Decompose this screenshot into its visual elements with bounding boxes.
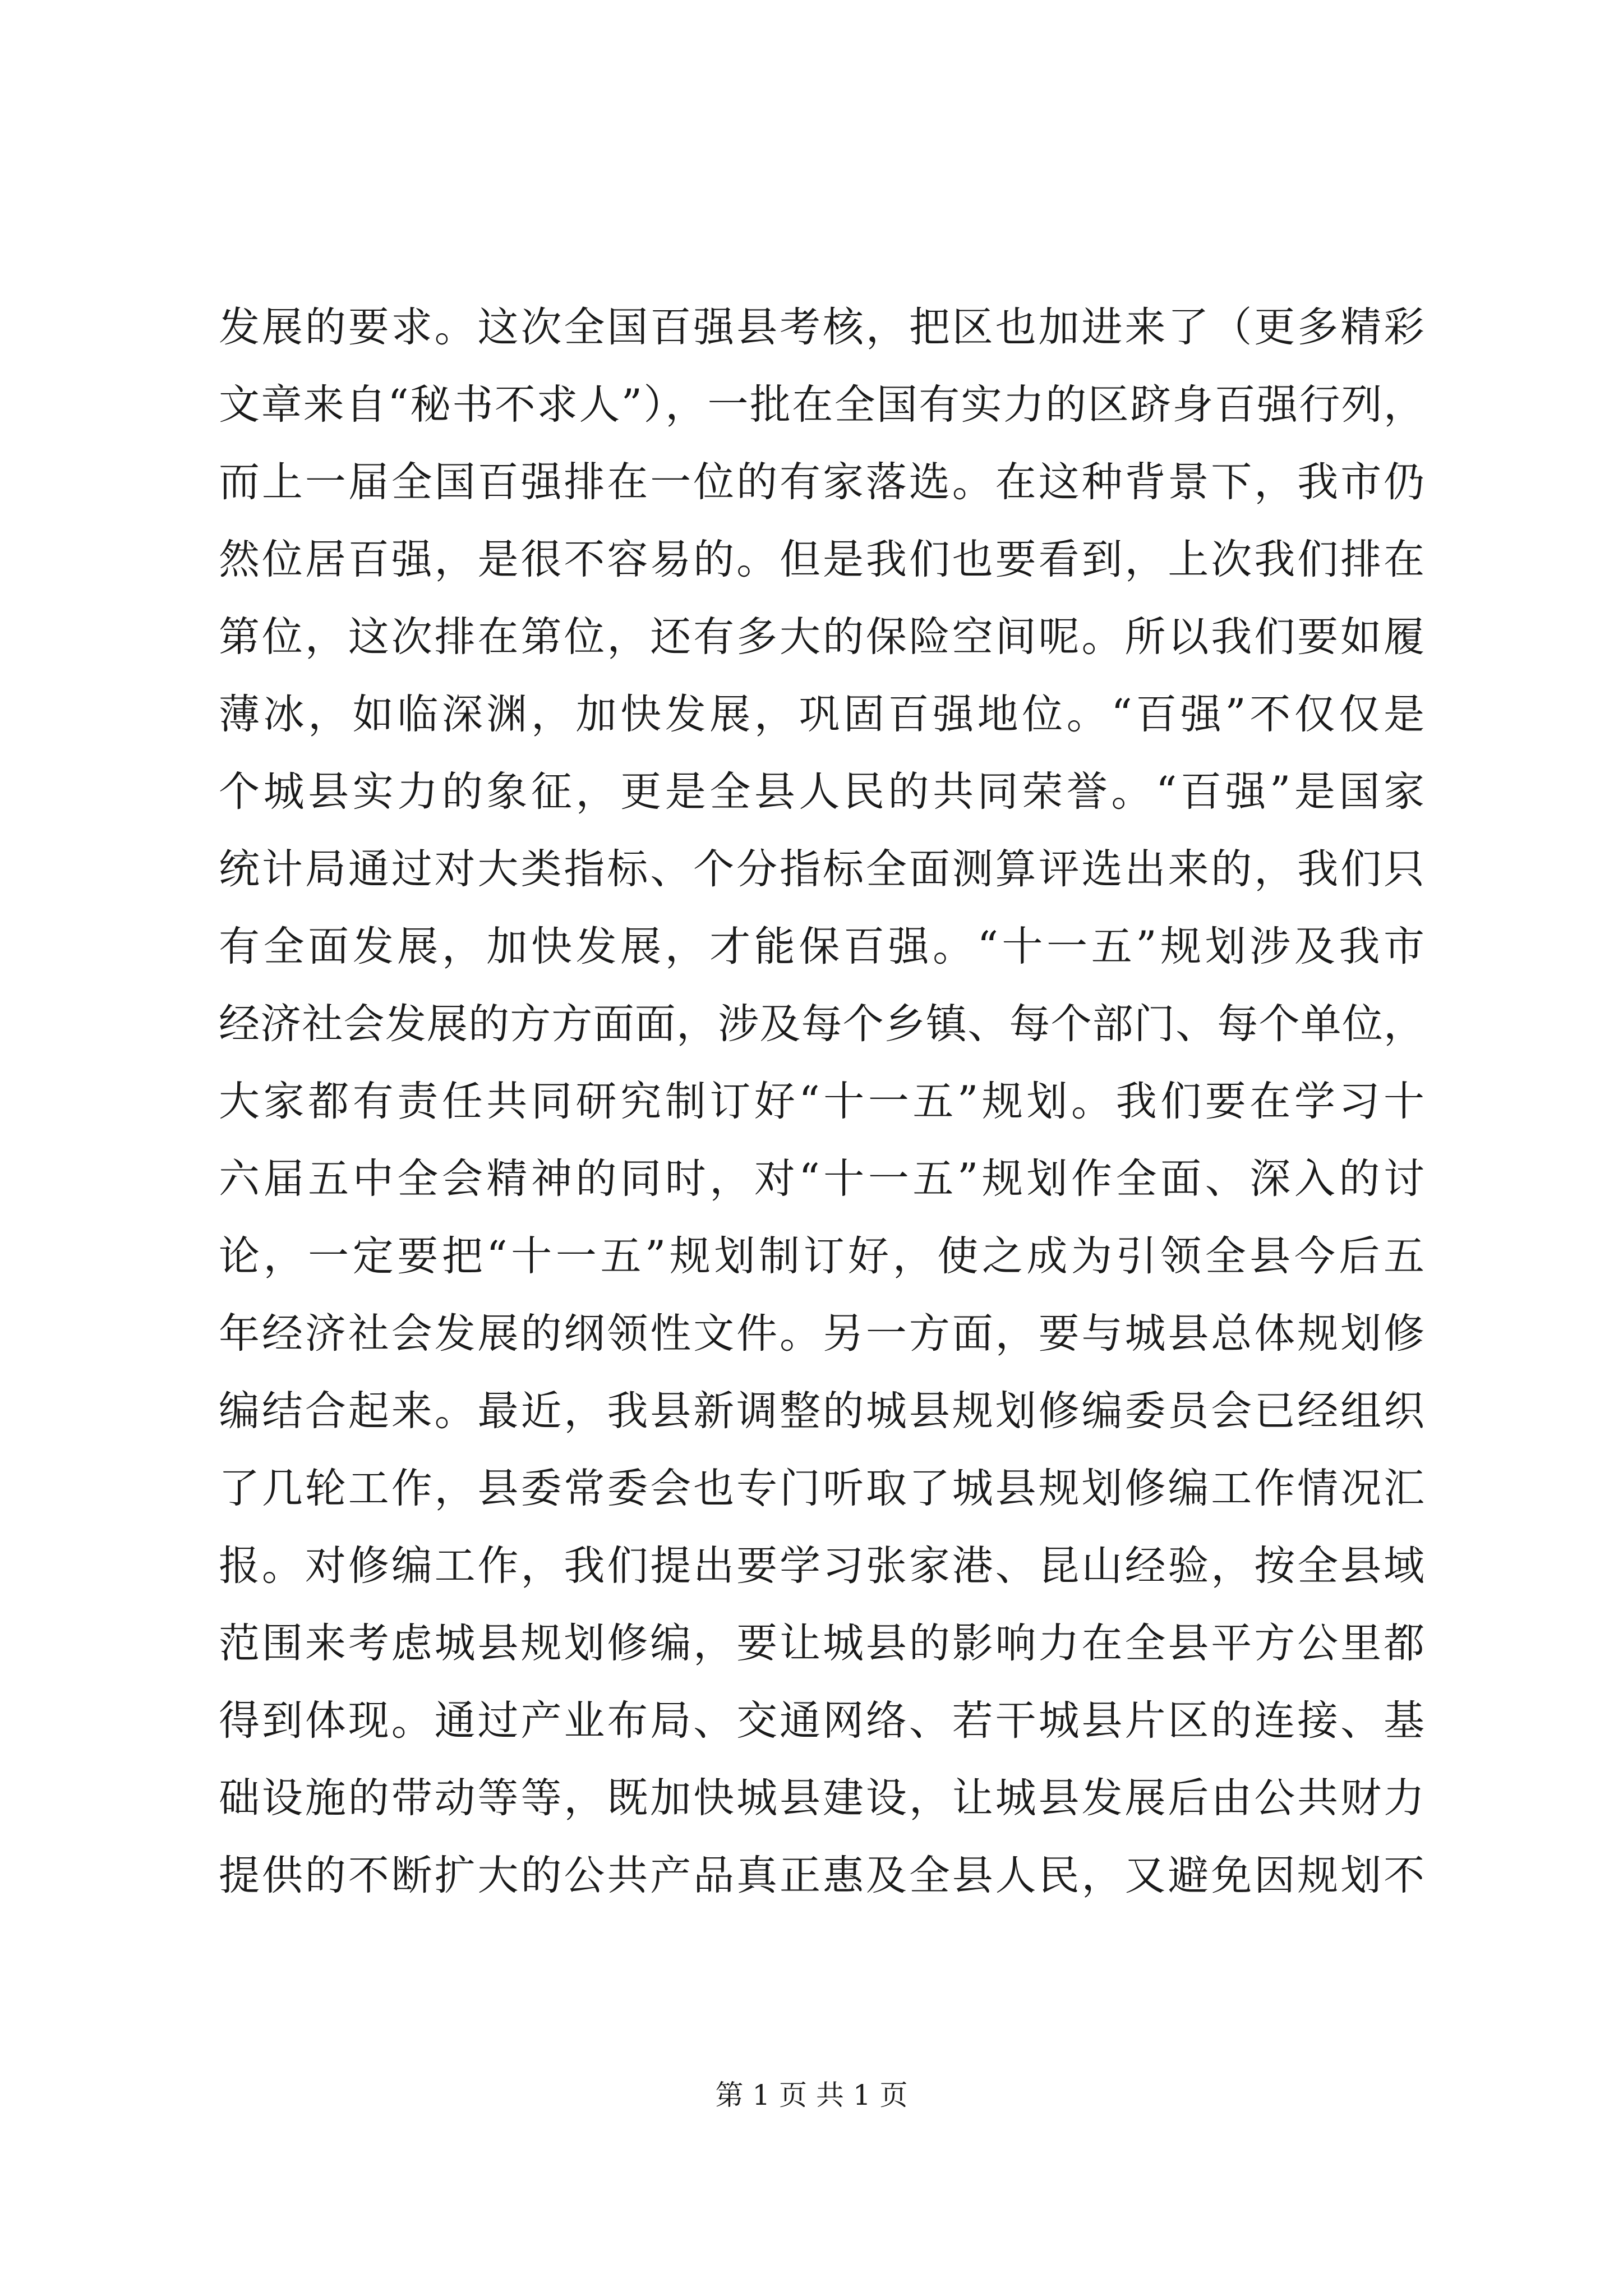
text-line: 大家都有责任共同研究制订好“十一五”规划。我们要在学习十 (219, 1078, 1424, 1125)
text-line: 然位居百强，是很不容易的。但是我们也要看到，上次我们排在 (219, 536, 1424, 583)
text-line: 论，一定要把“十一五”规划制订好，使之成为引领全县今后五 (219, 1232, 1424, 1280)
text-line: 编结合起来。最近，我县新调整的城县规划修编委员会已经组织 (219, 1387, 1424, 1435)
text-line: 提供的不断扩大的公共产品真正惠及全县人民，又避免因规划不 (219, 1852, 1424, 1899)
text-line: 六届五中全会精神的同时，对“十一五”规划作全面、深入的讨 (219, 1155, 1424, 1203)
body-text (219, 289, 1424, 1915)
text-line: 薄冰，如临深渊，加快发展，巩固百强地位。“百强”不仅仅是 (219, 691, 1424, 738)
text-line: 有全面发展，加快发展，才能保百强。“十一五”规划涉及我市 (219, 923, 1424, 970)
text-line: 得到体现。通过产业布局、交通网络、若干城县片区的连接、基 (219, 1697, 1424, 1745)
text-line: 范围来考虑城县规划修编，要让城县的影响力在全县平方公里都 (219, 1619, 1424, 1667)
text-line: 个城县实力的象征，更是全县人民的共同荣誉。“百强”是国家 (219, 768, 1424, 816)
text-line: 础设施的带动等等，既加快城县建设，让城县发展后由公共财力 (219, 1774, 1424, 1822)
text-line: 经济社会发展的方方面面，涉及每个乡镇、每个部门、每个单位， (219, 1000, 1424, 1048)
page-footer (0, 2078, 1623, 2112)
text-line: 第位，这次排在第位，还有多大的保险空间呢。所以我们要如履 (219, 613, 1424, 661)
text-line: 统计局通过对大类指标、个分指标全面测算评选出来的，我们只 (219, 845, 1424, 893)
text-line: 年经济社会发展的纲领性文件。另一方面，要与城县总体规划修 (219, 1310, 1424, 1358)
text-line: 发展的要求。这次全国百强县考核，把区也加进来了（更多精彩 (219, 303, 1424, 351)
text-line: 报。对修编工作，我们提出要学习张家港、昆山经验，按全县域 (219, 1542, 1424, 1590)
text-line: 了几轮工作，县委常委会也专门听取了城县规划修编工作情况汇 (219, 1465, 1424, 1512)
text-line: 文章来自“秘书不求人”），一批在全国有实力的区跻身百强行列， (219, 381, 1424, 429)
page-number-label: 第 1 页 共 1 页 (715, 2079, 908, 2111)
text-line: 而上一届全国百强排在一位的有家落选。在这种背景下，我市仍 (219, 458, 1424, 506)
